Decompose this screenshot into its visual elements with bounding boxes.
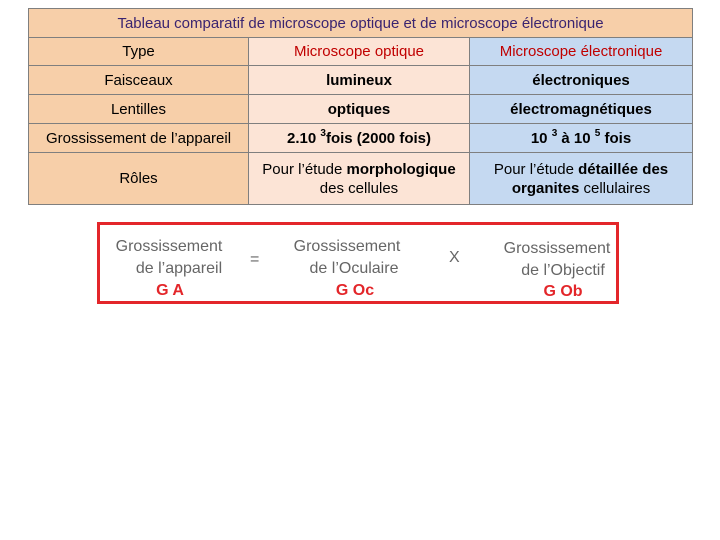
ga-abbr: G A [156,282,184,299]
ga-label [104,236,234,280]
cell-optique: Pour l’étude morphologique des cellules [249,153,470,205]
comparison-table [28,8,693,205]
cell-optique: optiques [249,95,470,124]
cell-electronique: Pour l’étude détaillée des organites cellulaires [470,153,693,205]
goc-label [282,236,412,280]
row-label: Lentilles [29,95,249,124]
cell-optique: 2.10 $^3$fois (2000 fois) [249,124,470,153]
table-row [29,153,693,205]
table-row [29,66,693,95]
cell-electronique: électroniques [470,66,693,95]
ga-line2: de l’appareil [135,260,223,277]
cell-electronique: électromagnétiques [470,95,693,124]
row-label: Rôles [29,153,249,205]
gob-label [492,238,622,282]
goc-line2: de l’Oculaire [309,260,399,277]
table-row [29,95,693,124]
times-sign: X [449,249,460,266]
table-row [29,124,693,153]
goc-abbr: G Oc [335,282,375,299]
row-label: Grossissement de l’appareil [29,124,249,153]
header-electronique: Microscope électronique [470,38,693,66]
table-header-row [29,38,693,66]
goc-line1: Grossissement [293,238,401,255]
cell-electronique: 10 $^3$ à 10 $^5$ fois [470,124,693,153]
table-title: Tableau comparatif de microscope optique et de microscope électronique [29,9,693,38]
gob-line1: Grossissement [503,240,611,257]
ga-line1: Grossissement [115,238,223,255]
cell-optique: lumineux [249,66,470,95]
header-optique: Microscope optique [249,38,470,66]
header-type: Type [29,38,249,66]
magnification-formula-box [97,222,619,304]
comparison-table-container [28,8,692,205]
row-label: Faisceaux [29,66,249,95]
equals-sign: = [250,251,260,268]
gob-line2: de l’Objectif [521,262,605,279]
gob-abbr: G Ob [543,283,583,300]
